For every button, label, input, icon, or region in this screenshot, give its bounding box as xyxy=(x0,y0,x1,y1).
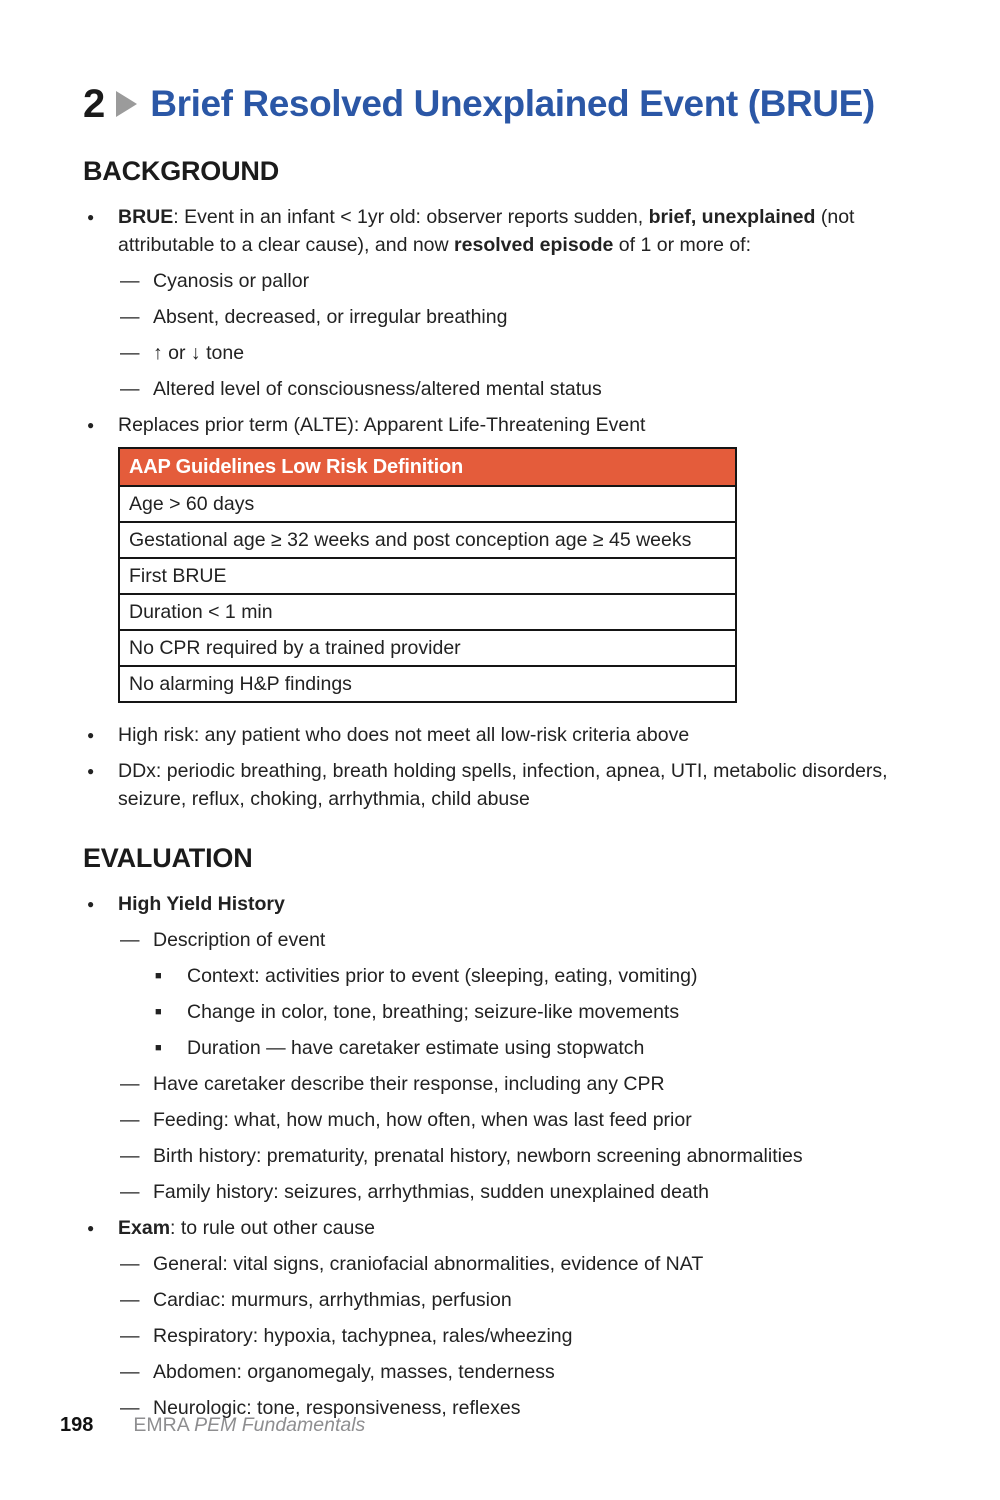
list-item xyxy=(83,411,895,439)
table-header-row xyxy=(119,448,736,486)
page-title: Brief Resolved Unexplained Event (BRUE) xyxy=(150,83,875,124)
aap-low-risk-table xyxy=(118,447,737,703)
list-item-text: Feeding: what, how much, how often, when was last feed prior xyxy=(153,1109,692,1131)
list-item xyxy=(120,1106,895,1134)
dash-icon: — xyxy=(120,1361,140,1383)
list-item-text: ↑ or ↓ tone xyxy=(153,342,245,364)
dash-icon: — xyxy=(120,270,140,292)
list-item xyxy=(83,721,895,749)
bullet-icon: ● xyxy=(87,764,95,778)
page-footer xyxy=(60,1414,365,1437)
dash-icon: — xyxy=(120,1325,140,1347)
list-item-text: DDx: periodic breathing, breath holding spells, infection, apnea, UTI, metabolic disorders, seizure, reflux, choking, arrhythmia, child abuse xyxy=(118,760,888,810)
chapter-title-row xyxy=(83,82,895,126)
bullet-icon: ● xyxy=(87,728,95,742)
list-item-text: Context: activities prior to event (sleeping, eating, vomiting) xyxy=(187,965,698,987)
square-bullet-icon: ■ xyxy=(155,1042,162,1054)
list-item xyxy=(120,375,895,403)
table-row: First BRUE xyxy=(119,558,736,594)
list-item xyxy=(120,1142,895,1170)
list-item xyxy=(155,998,895,1026)
dash-icon: — xyxy=(120,1109,140,1131)
list-item xyxy=(120,339,895,367)
dash-icon: — xyxy=(120,1145,140,1167)
list-item xyxy=(120,1250,895,1278)
table-row: Duration < 1 min xyxy=(119,594,736,630)
square-bullet-icon: ■ xyxy=(155,970,162,982)
list-item-text: Description of event xyxy=(153,929,326,951)
list-item-text: Birth history: prematurity, prenatal history, newborn screening abnormalities xyxy=(153,1145,803,1167)
bullet-icon: ● xyxy=(87,210,95,224)
list-item-text: General: vital signs, craniofacial abnormalities, evidence of NAT xyxy=(153,1253,704,1275)
bullet-icon: ● xyxy=(87,897,95,911)
list-item xyxy=(120,1178,895,1206)
table-row: Gestational age ≥ 32 weeks and post conception age ≥ 45 weeks xyxy=(119,522,736,558)
list-item-text: High risk: any patient who does not meet all low-risk criteria above xyxy=(118,724,690,746)
square-bullet-icon: ■ xyxy=(155,1006,162,1018)
list-item xyxy=(83,757,895,813)
list-item xyxy=(83,203,895,259)
list-item-text: Exam: to rule out other cause xyxy=(118,1217,375,1239)
list-item-text: Altered level of consciousness/altered mental status xyxy=(153,378,602,400)
book-imprint: EMRA xyxy=(133,1414,189,1436)
list-item xyxy=(120,926,895,954)
list-item-text: Respiratory: hypoxia, tachypnea, rales/wheezing xyxy=(153,1325,573,1347)
book-title-italic: PEM Fundamentals xyxy=(194,1414,366,1436)
list-item-text: Neurologic: tone, responsiveness, reflexes xyxy=(153,1397,521,1419)
table-row: No alarming H&P findings xyxy=(119,666,736,702)
list-item-text: High Yield History xyxy=(118,893,285,915)
list-item xyxy=(120,303,895,331)
list-item xyxy=(120,267,895,295)
dash-icon: — xyxy=(120,1289,140,1311)
chapter-arrow-icon xyxy=(116,91,137,117)
list-item xyxy=(120,1358,895,1386)
dash-icon: — xyxy=(120,378,140,400)
list-item-text: Abdomen: organomegaly, masses, tenderness xyxy=(153,1361,555,1383)
dash-icon: — xyxy=(120,342,140,364)
list-item-text: Change in color, tone, breathing; seizure-like movements xyxy=(187,1001,680,1023)
list-item xyxy=(83,1214,895,1242)
list-item xyxy=(155,962,895,990)
list-item-text: Cyanosis or pallor xyxy=(153,270,310,292)
section-heading-background: BACKGROUND xyxy=(83,156,279,186)
chapter-number: 2 xyxy=(83,82,106,126)
bullet-icon: ● xyxy=(87,1221,95,1235)
dash-icon: — xyxy=(120,306,140,328)
list-item xyxy=(155,1034,895,1062)
bullet-icon: ● xyxy=(87,418,95,432)
list-item-text: Family history: seizures, arrhythmias, sudden unexplained death xyxy=(153,1181,710,1203)
dash-icon: — xyxy=(120,1397,140,1419)
section-heading-evaluation: EVALUATION xyxy=(83,843,253,873)
list-item-text: Cardiac: murmurs, arrhythmias, perfusion xyxy=(153,1289,512,1311)
page-number: 198 xyxy=(60,1414,94,1436)
table-row: No CPR required by a trained provider xyxy=(119,630,736,666)
list-item-text: Replaces prior term (ALTE): Apparent Life-Threatening Event xyxy=(118,414,646,436)
list-item-text: BRUE: Event in an infant < 1yr old: observer reports sudden, brief, unexplained (not attributable to a clear cause), and now resolved episode of 1 or more of: xyxy=(118,206,855,256)
list-item-text: Have caretaker describe their response, including any CPR xyxy=(153,1073,665,1095)
list-item-text: Duration — have caretaker estimate using stopwatch xyxy=(187,1037,645,1059)
dash-icon: — xyxy=(120,1073,140,1095)
dash-icon: — xyxy=(120,1253,140,1275)
book-title xyxy=(133,1414,365,1437)
list-item-text: Absent, decreased, or irregular breathing xyxy=(153,306,508,328)
table-header: AAP Guidelines Low Risk Definition xyxy=(119,448,736,486)
list-item xyxy=(83,890,895,918)
dash-icon: — xyxy=(120,1181,140,1203)
list-item xyxy=(120,1070,895,1098)
dash-icon: — xyxy=(120,929,140,951)
list-item xyxy=(120,1286,895,1314)
table-row: Age > 60 days xyxy=(119,486,736,522)
list-item xyxy=(120,1322,895,1350)
